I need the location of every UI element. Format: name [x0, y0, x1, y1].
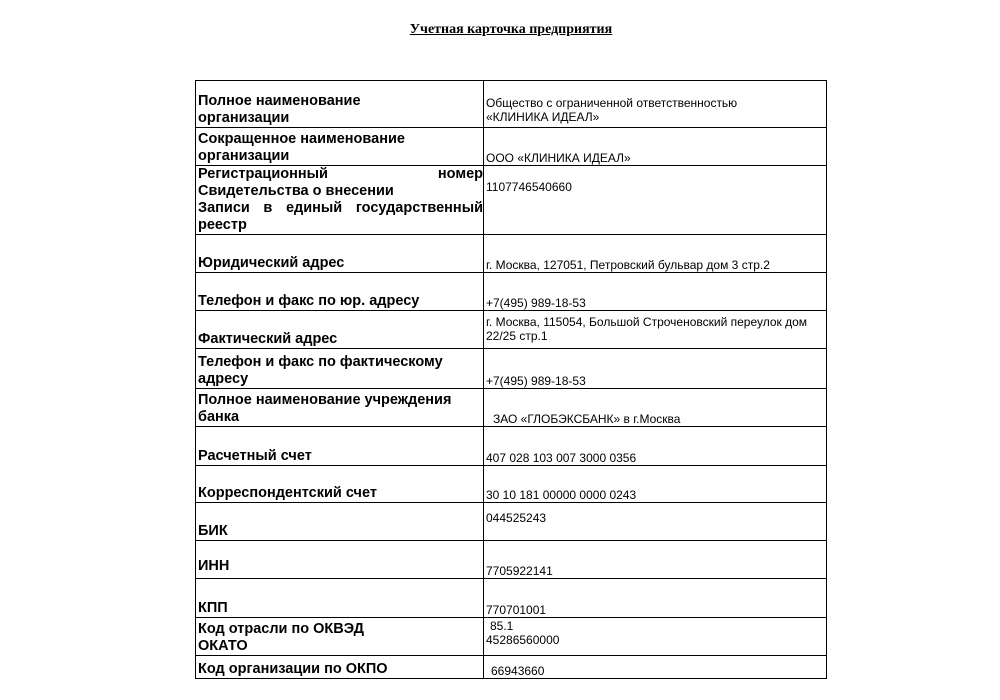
table-row	[196, 81, 827, 128]
value-line: 770701001	[486, 603, 547, 617]
row-value	[484, 466, 827, 503]
label-line: Регистрационный номер Свидетельства о внесении	[198, 166, 483, 199]
row-value	[484, 541, 827, 579]
value-line: г. Москва, 115054, Большой Строченовский переулок дом 22/25 стр.1	[486, 315, 808, 343]
label-line: Телефон и факс по юр. адресу	[198, 293, 420, 309]
row-label	[196, 166, 484, 235]
table-row	[196, 466, 827, 503]
value-line: +7(495) 989-18-53	[486, 374, 586, 388]
value-line: Общество с ограниченной ответственностью	[486, 96, 738, 110]
table-row	[196, 389, 827, 427]
label-line: Записи в единый государственный реестр	[198, 200, 483, 233]
label-line: Полное наименование учреждения	[198, 392, 452, 408]
table-row	[196, 579, 827, 618]
row-label	[196, 503, 484, 541]
row-value	[484, 427, 827, 466]
row-value	[484, 618, 827, 656]
label-line: ИНН	[198, 558, 230, 574]
value-line: 407 028 103 007 3000 0356	[486, 451, 637, 465]
label-line: организации	[198, 148, 290, 164]
table-row	[196, 273, 827, 311]
row-label	[196, 618, 484, 656]
value-line: г. Москва, 127051, Петровский бульвар дом 3 стр.2	[486, 258, 770, 272]
company-card-table	[195, 80, 827, 679]
row-value	[484, 656, 827, 679]
row-label	[196, 466, 484, 503]
value-line: «КЛИНИКА ИДЕАЛ»	[486, 110, 600, 124]
value-line: 7705922141	[486, 564, 553, 578]
value-line: 1107746540660	[486, 180, 572, 194]
label-line: Код организации по ОКПО	[198, 661, 388, 677]
label-line: адресу	[198, 371, 249, 387]
row-label	[196, 128, 484, 166]
label-line: Юридический адрес	[198, 255, 345, 271]
row-value	[484, 81, 827, 128]
table-row	[196, 128, 827, 166]
table-row	[196, 311, 827, 349]
row-label	[196, 273, 484, 311]
label-line: Сокращенное наименование	[198, 131, 405, 147]
table-row	[196, 656, 827, 679]
table-row	[196, 166, 827, 235]
table-row	[196, 618, 827, 656]
label-line: Расчетный счет	[198, 448, 312, 464]
label-line: Код отрасли по ОКВЭД	[198, 621, 365, 637]
row-label	[196, 235, 484, 273]
value-line: 66943660	[491, 664, 545, 678]
label-line: Корреспондентский счет	[198, 485, 377, 501]
row-value	[484, 235, 827, 273]
value-line: 85.1	[490, 619, 514, 633]
value-line: +7(495) 989-18-53	[486, 296, 586, 310]
row-value	[484, 579, 827, 618]
row-label	[196, 389, 484, 427]
value-line: ЗАО «ГЛОБЭКСБАНК» в г.Москва	[493, 412, 681, 426]
table-row	[196, 427, 827, 466]
table-row	[196, 349, 827, 389]
label-line: Полное наименование	[198, 93, 361, 109]
label-line: организации	[198, 110, 290, 126]
row-label	[196, 656, 484, 679]
row-value	[484, 349, 827, 389]
row-label	[196, 311, 484, 349]
table-row	[196, 541, 827, 579]
row-value	[484, 389, 827, 427]
table-row	[196, 503, 827, 541]
label-line: КПП	[198, 600, 228, 616]
label-line: Фактический адрес	[198, 331, 338, 347]
row-value	[484, 166, 827, 235]
label-line: банка	[198, 409, 240, 425]
value-line: ООО «КЛИНИКА ИДЕАЛ»	[486, 151, 631, 165]
row-label	[196, 427, 484, 466]
row-value	[484, 273, 827, 311]
row-value	[484, 503, 827, 541]
row-value	[484, 311, 827, 349]
label-line: Телефон и факс по фактическому	[198, 354, 443, 370]
label-line: ОКАТО	[198, 638, 248, 654]
value-line: 044525243	[486, 511, 547, 525]
value-line: 30 10 181 00000 0000 0243	[486, 488, 637, 502]
row-label	[196, 81, 484, 128]
table-row	[196, 235, 827, 273]
label-line: БИК	[198, 523, 228, 539]
value-line: 45286560000	[486, 633, 560, 647]
page-title: Учетная карточка предприятия	[409, 22, 613, 37]
row-label	[196, 349, 484, 389]
row-label	[196, 541, 484, 579]
row-label	[196, 579, 484, 618]
row-value	[484, 128, 827, 166]
